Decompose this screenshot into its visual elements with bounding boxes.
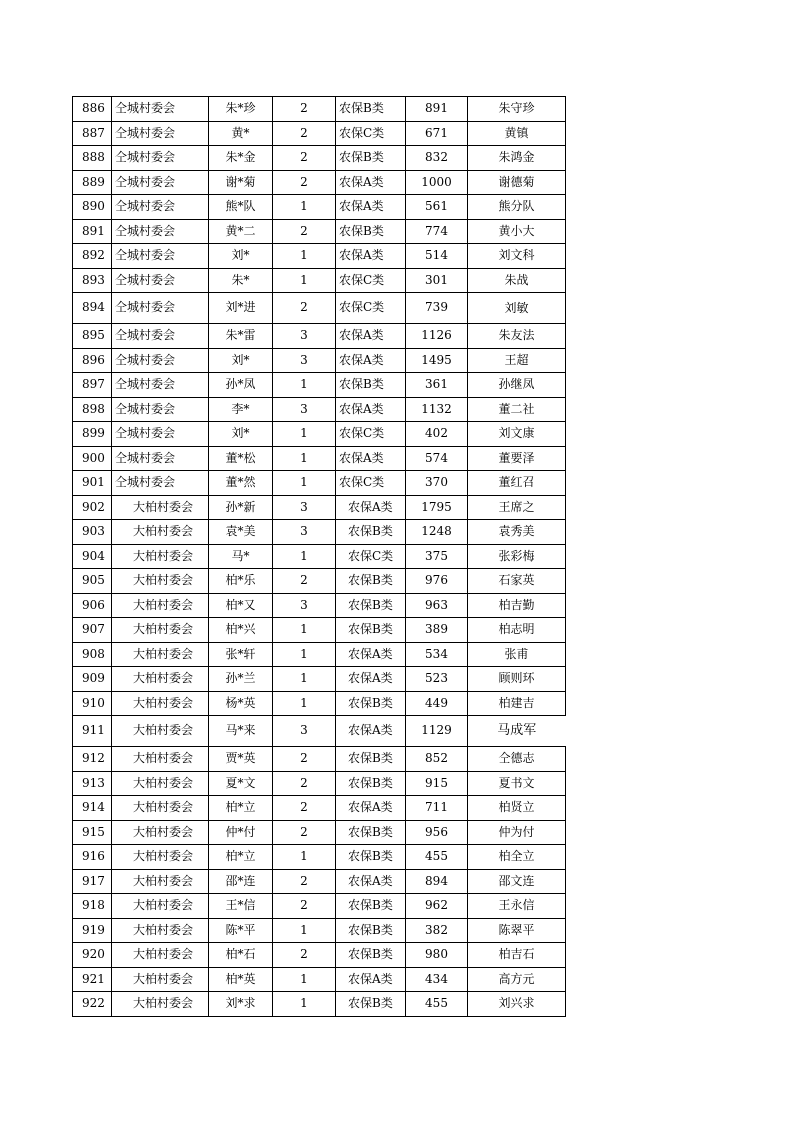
cell-count: 1 <box>273 446 336 471</box>
table-row <box>73 943 566 968</box>
table-row <box>73 373 566 398</box>
cell-amount: 1495 <box>406 348 468 373</box>
cell-full-name: 朱鸿金 <box>468 146 566 171</box>
cell-full-name: 仝德志 <box>468 747 566 772</box>
cell-village: 大柏村委会 <box>112 894 209 919</box>
cell-no: 887 <box>73 121 112 146</box>
cell-no: 894 <box>73 293 112 324</box>
cell-amount: 361 <box>406 373 468 398</box>
table-row <box>73 992 566 1017</box>
table-row <box>73 618 566 643</box>
cell-category: 农保B类 <box>336 593 406 618</box>
cell-full-name: 张彩梅 <box>468 544 566 569</box>
cell-category: 农保A类 <box>336 495 406 520</box>
cell-full-name: 孙继凤 <box>468 373 566 398</box>
cell-no: 891 <box>73 219 112 244</box>
cell-masked-name: 刘* <box>209 348 273 373</box>
cell-count: 2 <box>273 121 336 146</box>
cell-full-name: 朱守珍 <box>468 97 566 122</box>
cell-village: 仝城村委会 <box>112 219 209 244</box>
cell-category: 农保A类 <box>336 446 406 471</box>
cell-category: 农保B类 <box>336 771 406 796</box>
cell-masked-name: 朱*金 <box>209 146 273 171</box>
cell-count: 2 <box>273 219 336 244</box>
cell-village: 仝城村委会 <box>112 195 209 220</box>
cell-village: 大柏村委会 <box>112 992 209 1017</box>
cell-masked-name: 孙*新 <box>209 495 273 520</box>
cell-no: 911 <box>73 716 112 747</box>
cell-category: 农保A类 <box>336 869 406 894</box>
cell-amount: 1132 <box>406 397 468 422</box>
cell-count: 2 <box>273 894 336 919</box>
cell-village: 仝城村委会 <box>112 146 209 171</box>
cell-count: 2 <box>273 747 336 772</box>
cell-count: 1 <box>273 918 336 943</box>
table-row <box>73 471 566 496</box>
cell-full-name: 王超 <box>468 348 566 373</box>
cell-amount: 455 <box>406 992 468 1017</box>
cell-full-name: 黄镇 <box>468 121 566 146</box>
cell-category: 农保C类 <box>336 471 406 496</box>
cell-category: 农保A类 <box>336 244 406 269</box>
table-row <box>73 244 566 269</box>
cell-village: 大柏村委会 <box>112 796 209 821</box>
table-row <box>73 121 566 146</box>
cell-masked-name: 王*信 <box>209 894 273 919</box>
cell-count: 2 <box>273 796 336 821</box>
cell-no: 900 <box>73 446 112 471</box>
cell-full-name: 柏全立 <box>468 845 566 870</box>
cell-amount: 449 <box>406 691 468 716</box>
cell-category: 农保A类 <box>336 348 406 373</box>
cell-village: 仝城村委会 <box>112 471 209 496</box>
cell-count: 1 <box>273 544 336 569</box>
cell-full-name: 董红召 <box>468 471 566 496</box>
cell-count: 1 <box>273 195 336 220</box>
cell-masked-name: 邵*连 <box>209 869 273 894</box>
table-row <box>73 146 566 171</box>
cell-full-name: 马成军 <box>468 716 566 747</box>
roster-table <box>72 96 566 1017</box>
cell-full-name: 董要泽 <box>468 446 566 471</box>
cell-masked-name: 贾*英 <box>209 747 273 772</box>
cell-amount: 894 <box>406 869 468 894</box>
table-row <box>73 894 566 919</box>
cell-masked-name: 柏*英 <box>209 967 273 992</box>
cell-masked-name: 刘*进 <box>209 293 273 324</box>
cell-no: 905 <box>73 569 112 594</box>
cell-village: 大柏村委会 <box>112 845 209 870</box>
cell-category: 农保C类 <box>336 121 406 146</box>
table-row <box>73 397 566 422</box>
cell-full-name: 柏志明 <box>468 618 566 643</box>
cell-village: 大柏村委会 <box>112 569 209 594</box>
cell-full-name: 袁秀美 <box>468 520 566 545</box>
cell-full-name: 张甫 <box>468 642 566 667</box>
cell-category: 农保A类 <box>336 324 406 349</box>
cell-masked-name: 朱*珍 <box>209 97 273 122</box>
table-row <box>73 495 566 520</box>
table-row <box>73 869 566 894</box>
cell-village: 大柏村委会 <box>112 820 209 845</box>
cell-amount: 523 <box>406 667 468 692</box>
cell-amount: 375 <box>406 544 468 569</box>
cell-count: 1 <box>273 642 336 667</box>
cell-amount: 514 <box>406 244 468 269</box>
cell-category: 农保B类 <box>336 97 406 122</box>
cell-full-name: 高方元 <box>468 967 566 992</box>
cell-village: 仝城村委会 <box>112 97 209 122</box>
cell-category: 农保B类 <box>336 520 406 545</box>
cell-count: 2 <box>273 943 336 968</box>
cell-category: 农保C类 <box>336 268 406 293</box>
cell-village: 仝城村委会 <box>112 244 209 269</box>
cell-amount: 389 <box>406 618 468 643</box>
cell-category: 农保C类 <box>336 544 406 569</box>
cell-masked-name: 董*松 <box>209 446 273 471</box>
table-row <box>73 667 566 692</box>
cell-count: 2 <box>273 293 336 324</box>
cell-category: 农保B类 <box>336 618 406 643</box>
cell-amount: 1129 <box>406 716 468 747</box>
cell-amount: 671 <box>406 121 468 146</box>
cell-village: 仝城村委会 <box>112 324 209 349</box>
table-row <box>73 544 566 569</box>
cell-amount: 891 <box>406 97 468 122</box>
cell-village: 大柏村委会 <box>112 667 209 692</box>
cell-amount: 774 <box>406 219 468 244</box>
cell-category: 农保C类 <box>336 422 406 447</box>
cell-full-name: 邵文连 <box>468 869 566 894</box>
cell-no: 888 <box>73 146 112 171</box>
cell-amount: 574 <box>406 446 468 471</box>
cell-village: 大柏村委会 <box>112 747 209 772</box>
cell-masked-name: 董*然 <box>209 471 273 496</box>
table-row <box>73 967 566 992</box>
cell-village: 大柏村委会 <box>112 967 209 992</box>
table-row <box>73 268 566 293</box>
cell-category: 农保A类 <box>336 967 406 992</box>
cell-category: 农保B类 <box>336 943 406 968</box>
table-row <box>73 716 566 747</box>
cell-village: 大柏村委会 <box>112 716 209 747</box>
cell-category: 农保A类 <box>336 667 406 692</box>
cell-count: 1 <box>273 373 336 398</box>
cell-count: 2 <box>273 869 336 894</box>
cell-count: 3 <box>273 716 336 747</box>
cell-count: 3 <box>273 324 336 349</box>
table-row <box>73 918 566 943</box>
cell-amount: 962 <box>406 894 468 919</box>
cell-no: 896 <box>73 348 112 373</box>
cell-full-name: 刘文康 <box>468 422 566 447</box>
table-row <box>73 520 566 545</box>
cell-category: 农保B类 <box>336 747 406 772</box>
cell-amount: 434 <box>406 967 468 992</box>
cell-masked-name: 刘*求 <box>209 992 273 1017</box>
cell-village: 仝城村委会 <box>112 268 209 293</box>
cell-amount: 976 <box>406 569 468 594</box>
table-row <box>73 422 566 447</box>
table-row <box>73 845 566 870</box>
cell-masked-name: 马*来 <box>209 716 273 747</box>
table-row <box>73 747 566 772</box>
cell-masked-name: 李* <box>209 397 273 422</box>
cell-full-name: 柏吉石 <box>468 943 566 968</box>
cell-village: 大柏村委会 <box>112 520 209 545</box>
cell-no: 899 <box>73 422 112 447</box>
cell-count: 1 <box>273 691 336 716</box>
cell-no: 889 <box>73 170 112 195</box>
cell-masked-name: 黄* <box>209 121 273 146</box>
cell-category: 农保B类 <box>336 219 406 244</box>
table-row <box>73 219 566 244</box>
cell-no: 914 <box>73 796 112 821</box>
cell-masked-name: 柏*立 <box>209 796 273 821</box>
cell-no: 921 <box>73 967 112 992</box>
cell-no: 901 <box>73 471 112 496</box>
cell-full-name: 刘敏 <box>468 293 566 324</box>
cell-full-name: 谢德菊 <box>468 170 566 195</box>
cell-village: 大柏村委会 <box>112 869 209 894</box>
cell-village: 大柏村委会 <box>112 593 209 618</box>
cell-full-name: 柏贤立 <box>468 796 566 821</box>
cell-full-name: 仲为付 <box>468 820 566 845</box>
cell-masked-name: 杨*英 <box>209 691 273 716</box>
table-row <box>73 642 566 667</box>
cell-full-name: 柏吉勤 <box>468 593 566 618</box>
cell-amount: 561 <box>406 195 468 220</box>
cell-masked-name: 谢*菊 <box>209 170 273 195</box>
cell-masked-name: 朱*雷 <box>209 324 273 349</box>
cell-village: 大柏村委会 <box>112 771 209 796</box>
cell-amount: 370 <box>406 471 468 496</box>
roster-table-body <box>73 97 566 1017</box>
cell-full-name: 夏书文 <box>468 771 566 796</box>
cell-village: 大柏村委会 <box>112 495 209 520</box>
cell-no: 886 <box>73 97 112 122</box>
cell-no: 913 <box>73 771 112 796</box>
cell-category: 农保B类 <box>336 569 406 594</box>
cell-amount: 301 <box>406 268 468 293</box>
cell-category: 农保A类 <box>336 716 406 747</box>
cell-village: 仝城村委会 <box>112 293 209 324</box>
cell-count: 1 <box>273 422 336 447</box>
cell-village: 仝城村委会 <box>112 373 209 398</box>
cell-category: 农保B类 <box>336 820 406 845</box>
cell-no: 897 <box>73 373 112 398</box>
table-row <box>73 97 566 122</box>
cell-no: 893 <box>73 268 112 293</box>
cell-count: 3 <box>273 520 336 545</box>
cell-full-name: 顾则环 <box>468 667 566 692</box>
cell-count: 1 <box>273 471 336 496</box>
cell-no: 906 <box>73 593 112 618</box>
cell-count: 3 <box>273 397 336 422</box>
cell-count: 1 <box>273 244 336 269</box>
cell-amount: 534 <box>406 642 468 667</box>
cell-no: 909 <box>73 667 112 692</box>
table-row <box>73 348 566 373</box>
cell-village: 大柏村委会 <box>112 618 209 643</box>
cell-village: 大柏村委会 <box>112 943 209 968</box>
cell-count: 3 <box>273 495 336 520</box>
cell-no: 920 <box>73 943 112 968</box>
cell-full-name: 柏建吉 <box>468 691 566 716</box>
cell-amount: 1126 <box>406 324 468 349</box>
cell-count: 3 <box>273 348 336 373</box>
cell-no: 898 <box>73 397 112 422</box>
cell-masked-name: 孙*兰 <box>209 667 273 692</box>
cell-amount: 1000 <box>406 170 468 195</box>
cell-no: 907 <box>73 618 112 643</box>
cell-village: 仝城村委会 <box>112 422 209 447</box>
cell-no: 902 <box>73 495 112 520</box>
cell-count: 2 <box>273 820 336 845</box>
cell-amount: 455 <box>406 845 468 870</box>
cell-village: 大柏村委会 <box>112 918 209 943</box>
cell-count: 1 <box>273 992 336 1017</box>
cell-count: 1 <box>273 967 336 992</box>
cell-full-name: 董二社 <box>468 397 566 422</box>
cell-full-name: 朱友法 <box>468 324 566 349</box>
cell-no: 908 <box>73 642 112 667</box>
cell-category: 农保A类 <box>336 397 406 422</box>
cell-masked-name: 柏*又 <box>209 593 273 618</box>
cell-count: 1 <box>273 268 336 293</box>
cell-masked-name: 马* <box>209 544 273 569</box>
cell-amount: 739 <box>406 293 468 324</box>
cell-masked-name: 朱* <box>209 268 273 293</box>
cell-category: 农保B类 <box>336 691 406 716</box>
table-row <box>73 796 566 821</box>
cell-no: 917 <box>73 869 112 894</box>
cell-full-name: 熊分队 <box>468 195 566 220</box>
cell-no: 890 <box>73 195 112 220</box>
cell-village: 仝城村委会 <box>112 170 209 195</box>
cell-amount: 915 <box>406 771 468 796</box>
table-row <box>73 593 566 618</box>
cell-no: 915 <box>73 820 112 845</box>
table-row <box>73 195 566 220</box>
cell-count: 2 <box>273 569 336 594</box>
cell-masked-name: 黄*二 <box>209 219 273 244</box>
cell-category: 农保B类 <box>336 845 406 870</box>
table-row <box>73 569 566 594</box>
cell-no: 895 <box>73 324 112 349</box>
cell-masked-name: 张*轩 <box>209 642 273 667</box>
cell-category: 农保A类 <box>336 796 406 821</box>
cell-no: 892 <box>73 244 112 269</box>
cell-masked-name: 刘* <box>209 244 273 269</box>
table-row <box>73 170 566 195</box>
cell-masked-name: 柏*石 <box>209 943 273 968</box>
cell-amount: 402 <box>406 422 468 447</box>
cell-amount: 956 <box>406 820 468 845</box>
cell-no: 916 <box>73 845 112 870</box>
cell-amount: 832 <box>406 146 468 171</box>
cell-category: 农保A类 <box>336 642 406 667</box>
cell-masked-name: 柏*乐 <box>209 569 273 594</box>
cell-village: 仝城村委会 <box>112 121 209 146</box>
cell-count: 2 <box>273 170 336 195</box>
table-row <box>73 691 566 716</box>
cell-full-name: 朱战 <box>468 268 566 293</box>
table-row <box>73 446 566 471</box>
cell-village: 大柏村委会 <box>112 642 209 667</box>
cell-masked-name: 刘* <box>209 422 273 447</box>
cell-amount: 382 <box>406 918 468 943</box>
cell-full-name: 黄小大 <box>468 219 566 244</box>
cell-masked-name: 夏*文 <box>209 771 273 796</box>
cell-count: 2 <box>273 771 336 796</box>
cell-full-name: 刘文科 <box>468 244 566 269</box>
cell-category: 农保B类 <box>336 146 406 171</box>
cell-category: 农保B类 <box>336 992 406 1017</box>
cell-category: 农保A类 <box>336 195 406 220</box>
cell-masked-name: 袁*美 <box>209 520 273 545</box>
cell-no: 904 <box>73 544 112 569</box>
cell-masked-name: 柏*立 <box>209 845 273 870</box>
cell-count: 3 <box>273 593 336 618</box>
cell-category: 农保B类 <box>336 373 406 398</box>
table-row <box>73 771 566 796</box>
cell-category: 农保B类 <box>336 894 406 919</box>
table-row <box>73 324 566 349</box>
cell-village: 大柏村委会 <box>112 544 209 569</box>
table-row <box>73 293 566 324</box>
cell-no: 918 <box>73 894 112 919</box>
cell-village: 仝城村委会 <box>112 348 209 373</box>
cell-masked-name: 柏*兴 <box>209 618 273 643</box>
cell-full-name: 石家英 <box>468 569 566 594</box>
cell-amount: 1795 <box>406 495 468 520</box>
cell-no: 919 <box>73 918 112 943</box>
cell-amount: 852 <box>406 747 468 772</box>
cell-masked-name: 陈*平 <box>209 918 273 943</box>
cell-masked-name: 孙*凤 <box>209 373 273 398</box>
cell-no: 922 <box>73 992 112 1017</box>
cell-village: 大柏村委会 <box>112 691 209 716</box>
cell-count: 1 <box>273 667 336 692</box>
cell-count: 2 <box>273 146 336 171</box>
cell-no: 903 <box>73 520 112 545</box>
cell-masked-name: 熊*队 <box>209 195 273 220</box>
cell-no: 912 <box>73 747 112 772</box>
cell-amount: 980 <box>406 943 468 968</box>
cell-category: 农保C类 <box>336 293 406 324</box>
cell-amount: 963 <box>406 593 468 618</box>
cell-full-name: 刘兴求 <box>468 992 566 1017</box>
cell-full-name: 陈翠平 <box>468 918 566 943</box>
cell-village: 仝城村委会 <box>112 446 209 471</box>
cell-amount: 1248 <box>406 520 468 545</box>
cell-category: 农保B类 <box>336 918 406 943</box>
cell-full-name: 王席之 <box>468 495 566 520</box>
cell-count: 1 <box>273 845 336 870</box>
cell-village: 仝城村委会 <box>112 397 209 422</box>
cell-no: 910 <box>73 691 112 716</box>
cell-count: 1 <box>273 618 336 643</box>
cell-masked-name: 仲*付 <box>209 820 273 845</box>
cell-category: 农保A类 <box>336 170 406 195</box>
cell-count: 2 <box>273 97 336 122</box>
cell-amount: 711 <box>406 796 468 821</box>
table-row <box>73 820 566 845</box>
cell-full-name: 王永信 <box>468 894 566 919</box>
